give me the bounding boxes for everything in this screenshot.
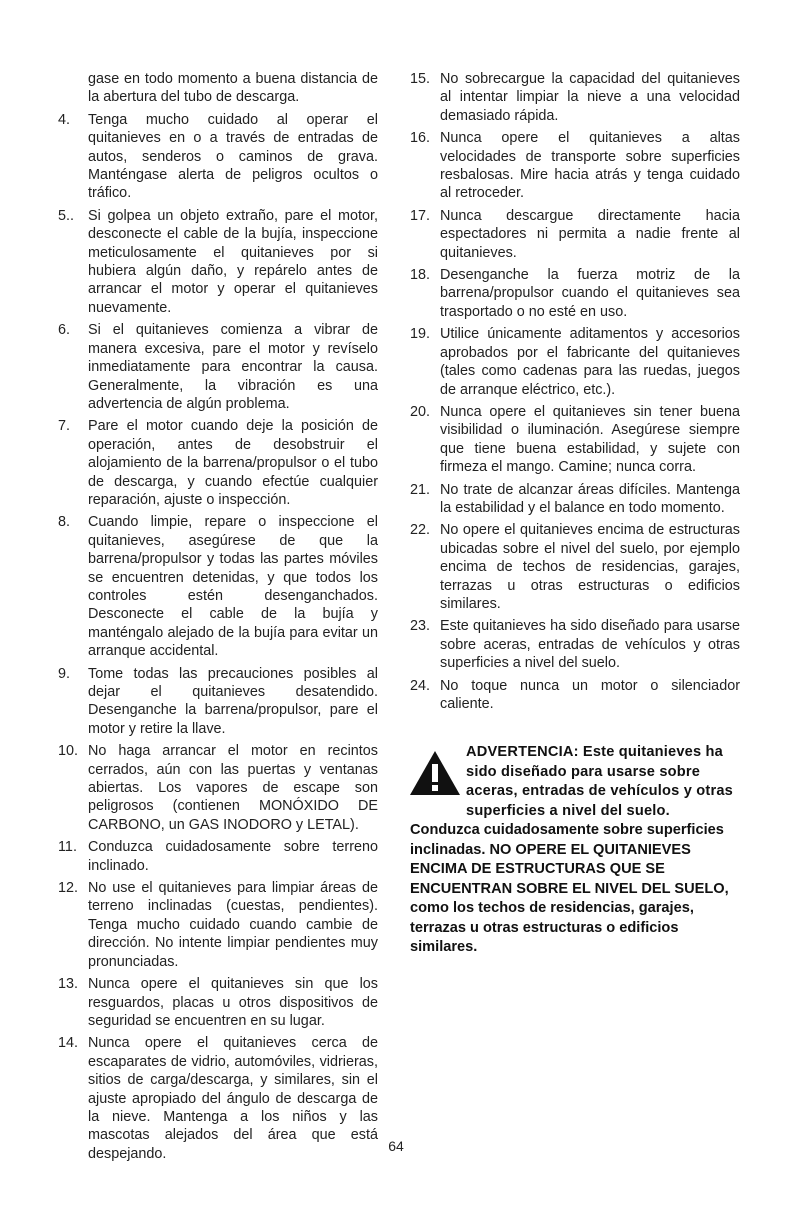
list-item-13 — [58, 975, 378, 1030]
item-text: Conduzca cuidadosamente sobre terreno inclinado. — [88, 839, 378, 874]
list-item-17 — [410, 207, 740, 262]
item-number: 16. — [410, 130, 431, 147]
item-text: Utilice únicamente aditamentos y accesorios aprobados por el fabricante del quitanieves (tales como cadenas para las ruedas, juegos de arranque eléctrico, etc.). — [440, 326, 740, 398]
item-number: 14. — [58, 1035, 79, 1052]
list-item-4 — [58, 111, 378, 203]
item-number: 18. — [410, 267, 431, 284]
list-item-6 — [58, 321, 378, 413]
item-text: Cuando limpie, repare o inspeccione el quitanieves, asegúrese de que la barrena/propulsor y todas las partes móviles se encuentren detenidas, y que todos los controles estén desenganchados. Desconecte el cable de la bujía y manténgalo alejado de la bujía para evitar un arranque accidental. — [88, 514, 378, 660]
item-text: No haga arrancar el motor en recintos cerrados, aún con las puertas y ventanas abiertas. Los vapores de escape son peligrosos (contienen MONÓXIDO DE CARBONO, un GAS INODORO y LETAL). — [88, 743, 378, 833]
item-text: Tenga mucho cuidado al operar el quitanieves en o a través de entradas de autos, senderos o caminos de grava. Manténgase alerta de peligros ocultos o tráfico. — [88, 111, 378, 202]
item-number: 17. — [410, 207, 431, 224]
item-text: No trate de alcanzar áreas difíciles. Mantenga la estabilidad y el balance en todo momento. — [440, 481, 740, 516]
warning-triangle-svg — [408, 749, 462, 797]
list-item-8 — [58, 513, 378, 660]
list-item-7 — [58, 417, 378, 509]
item-text: Nunca opere el quitanieves sin tener buena visibilidad o iluminación. Asegúrese siempre que tiene buena estabilidad, y sujete con firmeza el mango. Camine; nunca corra. — [440, 403, 740, 476]
list-item-16 — [410, 129, 740, 203]
list-item-22 — [410, 521, 740, 613]
item-text: Nunca descargue directamente hacia espectadores ni permita a nadie frente al quitanieves. — [440, 207, 740, 261]
item-number: 24. — [410, 677, 431, 694]
item-text: gase en todo momento a buena distancia de la abertura del tubo de descarga. — [88, 71, 378, 106]
item-text: No sobrecargue la capacidad del quitanieves al intentar limpiar la nieve a una velocidad demasiado rápida. — [440, 71, 740, 124]
list-item-19 — [410, 325, 740, 399]
list-item-9 — [58, 665, 378, 739]
list-item-18 — [410, 266, 740, 321]
item-number: 9. — [58, 665, 71, 682]
item-number: 19. — [410, 326, 431, 343]
right-column — [410, 70, 740, 958]
left-column — [58, 70, 378, 1167]
list-item-21 — [410, 481, 740, 518]
item-text: Si golpea un objeto extraño, pare el motor, desconecte el cable de la bujía, inspeccione meticulosamente el quitanieves por si hubiera algún daño, y repárelo antes de arrancar el motor y operar el quitanieves nuevamente. — [88, 207, 378, 316]
item-text: Nunca opere el quitanieves cerca de escaparates de vidrio, automóviles, vidrieras, sitios de carga/descarga, y similares, sin el ajuste apropiado del ángulo de descarga de la nieve. Mantenga a los niños y las mascotas alejados del área que está despejando. — [88, 1035, 378, 1162]
item-text: Este quitanieves ha sido diseñado para usarse sobre aceras, entradas de vehículos y otras superficies a nivel del suelo. — [440, 618, 740, 672]
item-number: 22. — [410, 522, 431, 539]
warning-box — [410, 743, 740, 958]
item-number: 7. — [58, 418, 71, 435]
item-number: 12. — [58, 880, 79, 897]
item-text: Si el quitanieves comienza a vibrar de manera excesiva, pare el motor y revíselo inmediatamente para encontrar la causa. Generalmente, la vibración es una advertencia de algún problema. — [88, 322, 378, 412]
list-item-15 — [410, 70, 740, 125]
warning-header — [410, 743, 740, 821]
item-text: Nunca opere el quitanieves sin que los resguardos, placas u otros dispositivos de seguridad se encuentren en su lugar. — [88, 976, 378, 1029]
item-number: 13. — [58, 976, 79, 993]
item-number: 11. — [58, 839, 77, 856]
item-text: Desenganche la fuerza motriz de la barrena/propulsor cuando el quitanieves sea trasportado o no esté en uso. — [440, 267, 740, 320]
item-text: Nunca opere el quitanieves a altas velocidades de transporte sobre superficies resbalosas. Mire hacia atrás y tenga cuidado al retroceder. — [440, 130, 740, 202]
list-item-10 — [58, 742, 378, 834]
item-number: 5.. — [58, 207, 74, 224]
list-item-5 — [58, 207, 378, 317]
item-text: No use el quitanieves para limpiar áreas de terreno inclinadas (cuestas, pendientes). Tenga mucho cuidado cuando cambie de dirección. No intente limpiar pendientes muy pronunciadas. — [88, 880, 378, 970]
item-number: 23. — [410, 618, 431, 635]
item-text: Tome todas las precauciones posibles al dejar el quitanieves desatendido. Desenganche la barrena/propulsor, pare el motor y retire la llave. — [88, 665, 378, 737]
list-item-11 — [58, 838, 378, 875]
list-item-20 — [410, 403, 740, 477]
warning-triangle-icon — [408, 749, 462, 797]
warning-title: ADVERTENCIA: Este quitanieves ha sido diseñado para usarse sobre aceras, entradas de vehículos y otras superficies a nivel del suelo. — [466, 744, 733, 819]
item-number: 6. — [58, 322, 71, 339]
item-number: 8. — [58, 514, 71, 531]
item-text: Pare el motor cuando deje la posición de operación, antes de desobstruir el alojamiento de la barrena/propulsor o el tubo de descarga, y cuando efectúe cualquier reparación, ajuste o inspección. — [88, 418, 378, 508]
item-number: 10. — [58, 743, 79, 760]
item-number: 21. — [410, 481, 431, 498]
item-number: 15. — [410, 71, 431, 87]
item-3-continuation — [58, 70, 378, 107]
list-item-12 — [58, 879, 378, 971]
list-item-23 — [410, 617, 740, 672]
warning-body: Conduzca cuidadosamente sobre superficies inclinadas. NO OPERE EL QUITANIEVES ENCIMA DE ESTRUCTURAS QUE SE ENCUENTRAN SOBRE EL NIVEL DEL SUELO, como los techos de residencias, garajes, terrazas u otras estructuras o edificios similares. — [410, 822, 729, 956]
item-text: No toque nunca un motor o silenciador caliente. — [440, 677, 740, 712]
item-text: No opere el quitanieves encima de estructuras ubicadas sobre el nivel del suelo, por ejemplo encima de techos de residencias, garajes, terrazas u otras estructuras o edificios similares. — [440, 522, 740, 612]
item-number: 4. — [58, 111, 71, 128]
page-number: 64 — [388, 1138, 404, 1154]
item-number: 20. — [410, 403, 431, 420]
list-item-24 — [410, 677, 740, 714]
